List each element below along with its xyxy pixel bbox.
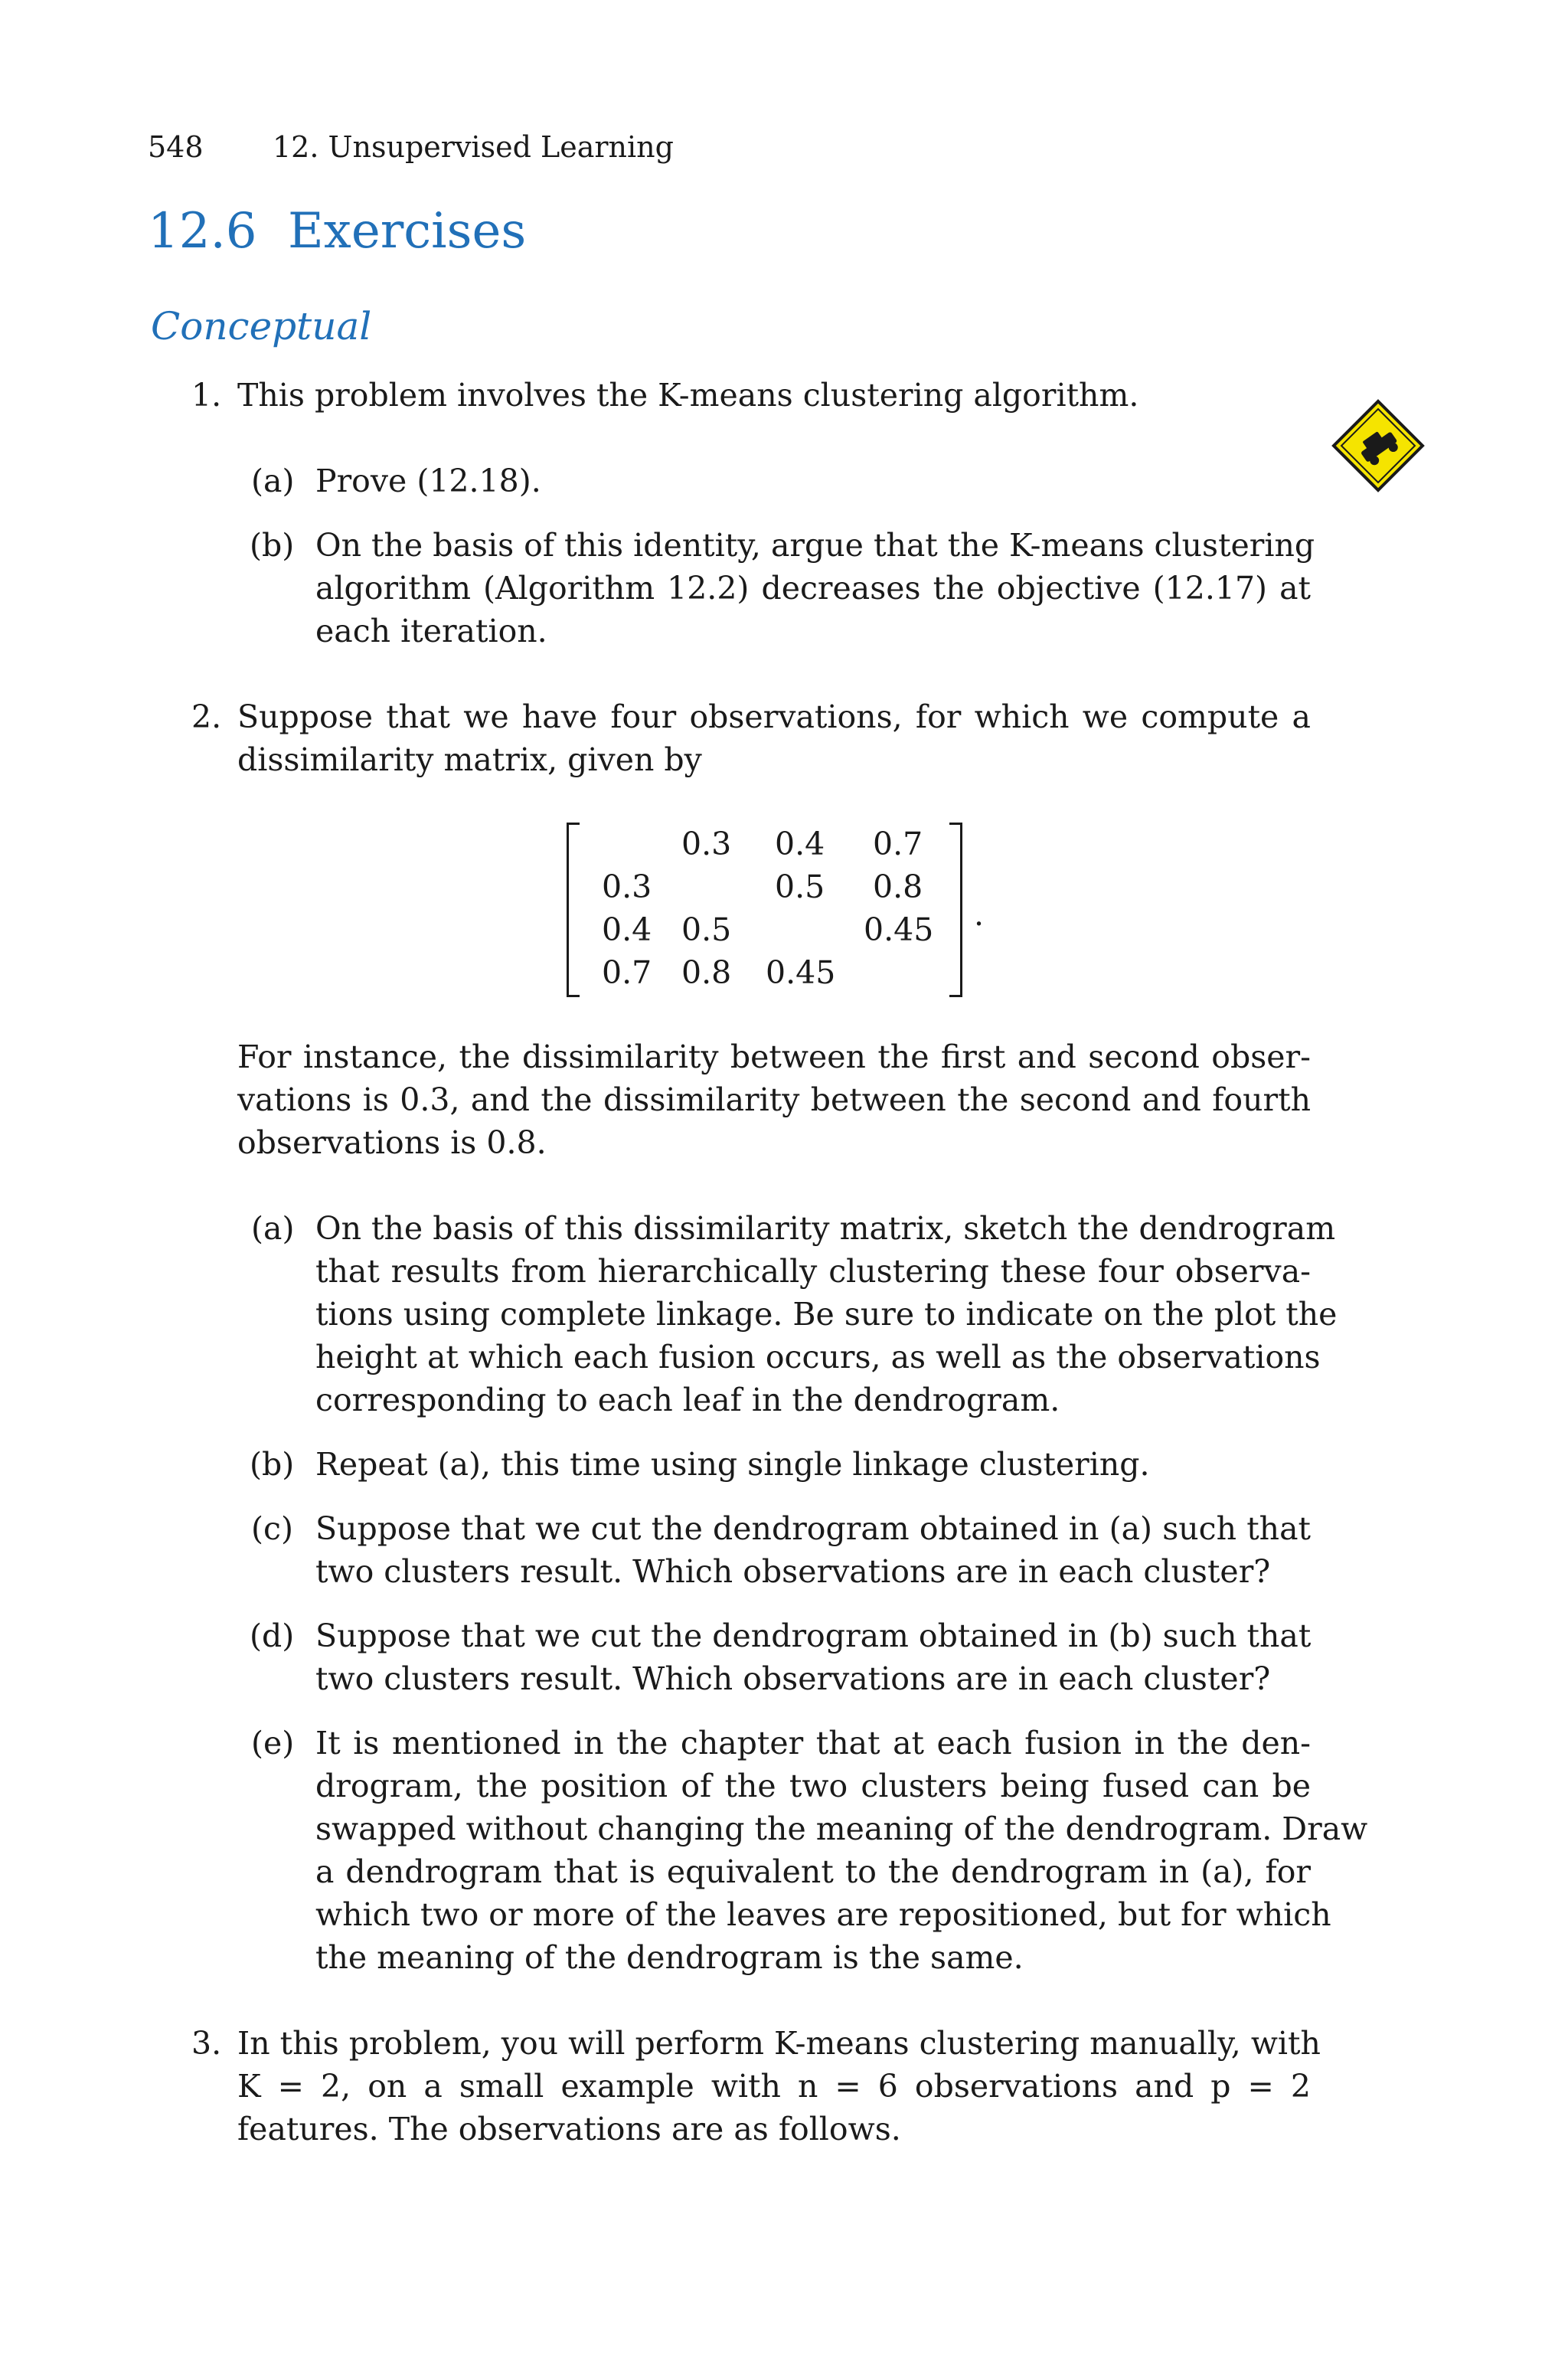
- exercise-2d-line-2: two clusters result. Which observations are in each cluster?: [315, 1660, 1271, 1697]
- exercise-2b-line-1: Repeat (a), this time using single linkage clustering.: [315, 1446, 1150, 1483]
- matrix-cell: 0.3: [602, 868, 652, 905]
- exercise-1-number: 1.: [191, 377, 222, 414]
- matrix-cell: 0.5: [775, 868, 825, 905]
- exercise-2c-line-2: two clusters result. Which observations are in each cluster?: [315, 1553, 1271, 1590]
- exercise-2a-line-4: height at which each fusion occurs, as well as the observations: [315, 1339, 1321, 1375]
- exercise-2a-line-1: On the basis of this dissimilarity matrix, sketch the dendrogram: [315, 1210, 1336, 1247]
- matrix-cell: 0.7: [602, 954, 652, 991]
- matrix-cell: 0.8: [873, 868, 923, 905]
- matrix-right-bracket: [949, 823, 962, 997]
- exercise-1a-text: Prove (12.18).: [315, 463, 541, 499]
- exercise-2e-line-4: a dendrogram that is equivalent to the dendrogram in (a), for: [315, 1853, 1311, 1890]
- exercise-2e-line-1: It is mentioned in the chapter that at each fusion in the den-: [315, 1725, 1311, 1761]
- exercise-2a-line-3: tions using complete linkage. Be sure to indicate on the plot the: [315, 1296, 1338, 1333]
- exercise-1b-line-2: algorithm (Algorithm 12.2) decreases the objective (12.17) at: [315, 570, 1311, 607]
- exercise-2a-line-2: that results from hierarchically clustering these four observa-: [315, 1253, 1311, 1290]
- matrix-period: .: [974, 896, 985, 933]
- exercise-2-para-line-1: For instance, the dissimilarity between the first and second obser-: [237, 1039, 1311, 1075]
- exercise-2e-label: (e): [251, 1725, 295, 1761]
- section-number: 12.6: [148, 203, 257, 260]
- exercise-1b-label: (b): [250, 527, 295, 564]
- exercise-2a-label: (a): [251, 1210, 295, 1247]
- exercise-2-line-1: Suppose that we have four observations, for which we compute a: [237, 698, 1311, 735]
- exercise-2-para-line-3: observations is 0.8.: [237, 1124, 547, 1161]
- matrix-cell: 0.45: [766, 954, 836, 991]
- exercise-2-para-line-2: vations is 0.3, and the dissimilarity between the second and fourth: [237, 1081, 1311, 1118]
- matrix-cell: 0.5: [681, 911, 732, 948]
- exercise-2c-line-1: Suppose that we cut the dendrogram obtained in (a) such that: [315, 1510, 1311, 1547]
- page-number: 548: [148, 130, 204, 164]
- matrix-cell: 0.8: [681, 954, 732, 991]
- matrix-left-bracket: [567, 823, 580, 997]
- exercise-3-line-1: In this problem, you will perform K-means clustering manually, with: [237, 2025, 1321, 2062]
- exercise-3-line-3: features. The observations are as follows.: [237, 2111, 901, 2147]
- exercise-1a-label: (a): [251, 463, 295, 499]
- matrix-cell: 0.7: [873, 826, 923, 862]
- matrix-cell: 0.45: [864, 911, 934, 948]
- exercise-2e-line-6: the meaning of the dendrogram is the same.: [315, 1939, 1024, 1976]
- exercise-2a-line-5: corresponding to each leaf in the dendrogram.: [315, 1382, 1060, 1418]
- matrix-cell: 0.3: [681, 826, 732, 862]
- exercise-2-number: 2.: [191, 698, 222, 735]
- exercise-1-text: This problem involves the K-means clustering algorithm.: [237, 377, 1139, 414]
- difficulty-sign-icon: [1331, 398, 1426, 493]
- exercise-1b-line-1: On the basis of this identity, argue that the K-means clustering: [315, 527, 1315, 564]
- running-header: 12. Unsupervised Learning: [273, 130, 674, 164]
- matrix-cell: 0.4: [602, 911, 652, 948]
- exercise-2d-label: (d): [250, 1617, 295, 1654]
- exercise-2e-line-3: swapped without changing the meaning of the dendrogram. Draw: [315, 1810, 1368, 1847]
- exercise-2b-label: (b): [250, 1446, 295, 1483]
- subsection-title: Conceptual: [151, 304, 372, 348]
- exercise-2-line-2: dissimilarity matrix, given by: [237, 741, 702, 778]
- exercise-1b-line-3: each iteration.: [315, 613, 547, 649]
- matrix-cell: 0.4: [775, 826, 825, 862]
- exercise-2c-label: (c): [251, 1510, 293, 1547]
- exercise-3-line-2: K = 2, on a small example with n = 6 observations and p = 2: [237, 2068, 1311, 2105]
- exercise-2e-line-5: which two or more of the leaves are repositioned, but for which: [315, 1896, 1331, 1933]
- section-title: Exercises: [288, 203, 527, 260]
- exercise-2d-line-1: Suppose that we cut the dendrogram obtained in (b) such that: [315, 1617, 1312, 1654]
- exercise-3-number: 3.: [191, 2025, 222, 2062]
- exercise-2e-line-2: drogram, the position of the two clusters being fused can be: [315, 1768, 1311, 1804]
- dissimilarity-matrix: [567, 823, 965, 997]
